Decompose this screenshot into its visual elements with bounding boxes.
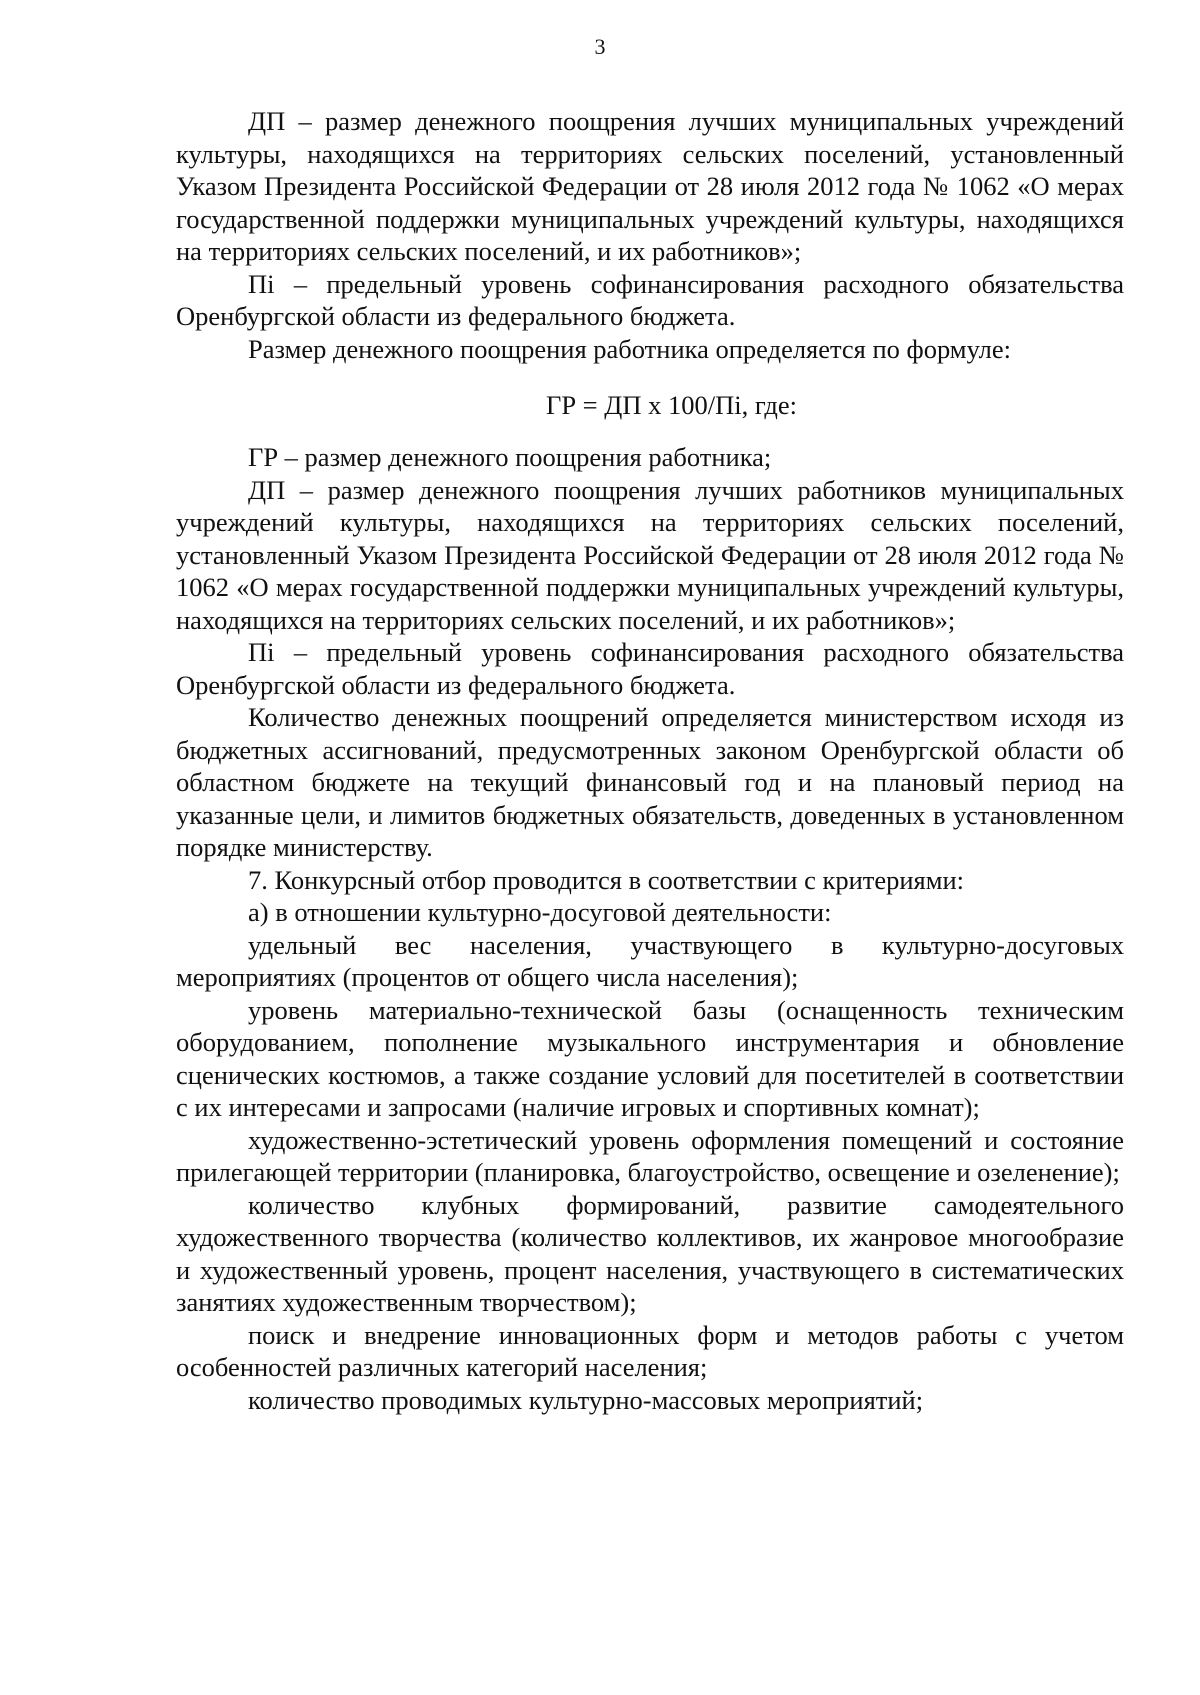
paragraph-awards-count: Количество денежных поощрений определяется министерством исходя из бюджетных ассигнований, предусмотренных законом Оренбургской области об областном бюджете на текущий финансовый год и на плановый период на указанные цели, и лимитов бюджетных обязательств, доведенных в установленном порядке министерству. — [176, 702, 1124, 862]
paragraph-pi-definition: Пi – предельный уровень софинансирования расходного обязательства Оренбургской области из федерального бюджета. — [176, 268, 1124, 331]
document-body — [176, 105, 1124, 1416]
paragraph-gr-definition: ГР – размер денежного поощрения работника; — [248, 442, 772, 472]
criterion-aesthetic-level: художественно-эстетический уровень оформления помещений и состояние прилегающей территории (планировка, благоустройство, освещение и озеленение); — [176, 1124, 1124, 1187]
criterion-club-formations: количество клубных формирований, развитие самодеятельного художественного творчества (количество коллективов, их жанровое многообразие и художественный уровень, процент населения, участвующего в систематических занятиях художественным творчеством); — [176, 1189, 1124, 1317]
criterion-innovative-forms: поиск и внедрение инновационных форм и методов работы с учетом особенностей различных категорий населения; — [176, 1319, 1124, 1382]
paragraph-dp-definition: ДП – размер денежного поощрения лучших муниципальных учреждений культуры, находящихся на территориях сельских поселений, установленный Указом Президента Российской Федерации от 28 июля 2012 года № 1062 «О мерах государственной поддержки муниципальных учреждений культуры, находящихся на территориях сельских поселений, и их работников»; — [176, 106, 1124, 266]
paragraph-dp-definition-2: ДП – размер денежного поощрения лучших работников муниципальных учреждений культуры, находящихся на территориях сельских поселений, установленный Указом Президента Российской Федерации от 28 июля 2012 года № 1062 «О мерах государственной поддержки муниципальных учреждений культуры, находящихся на территориях сельских поселений, и их работников»; — [176, 474, 1124, 635]
page-number: 3 — [594, 34, 606, 59]
paragraph-item-7a: а) в отношении культурно-досуговой деятельности: — [248, 897, 832, 927]
paragraph-pi-definition-2: Пi – предельный уровень софинансирования расходного обязательства Оренбургской области из федерального бюджета. — [176, 637, 1124, 700]
paragraph-formula-intro: Размер денежного поощрения работника определяется по формуле: — [248, 333, 1012, 364]
formula: ГР = ДП х 100/Пi, где: — [546, 390, 797, 420]
criterion-share-of-population: удельный вес населения, участвующего в культурно-досуговых мероприятиях (процентов от общего числа населения); — [176, 929, 1124, 992]
paragraph-item-7: 7. Конкурсный отбор проводится в соответствии с критериями: — [248, 864, 965, 895]
criterion-material-base: уровень материально-технической базы (оснащенность техническим оборудованием, пополнение музыкального инструментария и обновление сценических костюмов, а также создание условий для посетителей в соответствии с их интересами и запросами (наличие игровых и спортивных комнат); — [176, 994, 1124, 1122]
criterion-events-count: количество проводимых культурно-массовых мероприятий; — [248, 1384, 924, 1415]
